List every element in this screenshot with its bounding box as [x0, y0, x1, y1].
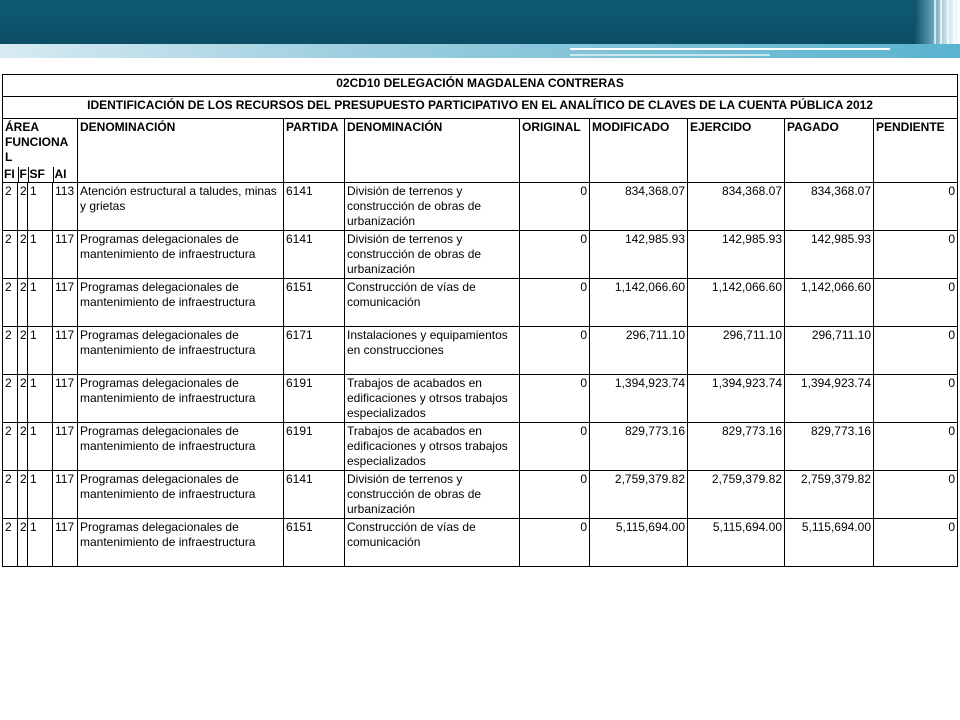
cell-f: 2 — [18, 279, 28, 327]
cell-pagado: 829,773.16 — [785, 423, 874, 471]
area-funcional-label: ÁREA FUNCIONA L — [5, 120, 68, 164]
cell-pendiente: 0 — [874, 423, 958, 471]
cell-denominacion-1: Programas delegacionales de mantenimiento de infraestructura — [78, 279, 284, 327]
header-sf: SF — [28, 167, 53, 182]
cell-denominacion-2: Trabajos de acabados en edificaciones y otrsos trabajos especializados — [345, 423, 520, 471]
cell-sf: 1 — [28, 183, 53, 231]
cell-ejercido: 1,142,066.60 — [688, 279, 785, 327]
cell-sf: 1 — [28, 471, 53, 519]
cell-partida: 6141 — [284, 471, 345, 519]
header-pagado: PAGADO — [785, 119, 874, 183]
table-row — [3, 183, 958, 231]
cell-denominacion-2: División de terrenos y construcción de obras de urbanización — [345, 231, 520, 279]
cell-fi: 2 — [3, 183, 18, 231]
cell-ejercido: 829,773.16 — [688, 423, 785, 471]
table-row — [3, 231, 958, 279]
header-denominacion-2: DENOMINACIÓN — [345, 119, 520, 183]
cell-pendiente: 0 — [874, 375, 958, 423]
cell-fi: 2 — [3, 279, 18, 327]
cell-denominacion-2: Construcción de vías de comunicación — [345, 519, 520, 567]
cell-sf: 1 — [28, 519, 53, 567]
cell-sf: 1 — [28, 423, 53, 471]
cell-pagado: 296,711.10 — [785, 327, 874, 375]
table-row — [3, 423, 958, 471]
cell-denominacion-1: Atención estructural a taludes, minas y grietas — [78, 183, 284, 231]
cell-f: 2 — [18, 375, 28, 423]
cell-original: 0 — [520, 231, 590, 279]
cell-partida: 6191 — [284, 375, 345, 423]
cell-ai: 117 — [53, 327, 78, 375]
cell-fi: 2 — [3, 519, 18, 567]
cell-modificado: 2,759,379.82 — [590, 471, 688, 519]
cell-sf: 1 — [28, 279, 53, 327]
table-row — [3, 327, 958, 375]
header-pendiente: PENDIENTE — [874, 119, 958, 183]
cell-pendiente: 0 — [874, 471, 958, 519]
table-row — [3, 471, 958, 519]
cell-original: 0 — [520, 519, 590, 567]
cell-ai: 117 — [53, 375, 78, 423]
cell-partida: 6171 — [284, 327, 345, 375]
cell-partida: 6141 — [284, 231, 345, 279]
cell-fi: 2 — [3, 375, 18, 423]
cell-original: 0 — [520, 375, 590, 423]
cell-denominacion-1: Programas delegacionales de mantenimiento de infraestructura — [78, 471, 284, 519]
cell-modificado: 142,985.93 — [590, 231, 688, 279]
cell-pagado: 834,368.07 — [785, 183, 874, 231]
cell-denominacion-2: Instalaciones y equipamientos en construcciones — [345, 327, 520, 375]
cell-pagado: 5,115,694.00 — [785, 519, 874, 567]
cell-f: 2 — [18, 183, 28, 231]
header-f: F — [19, 167, 27, 181]
table-row — [3, 519, 958, 567]
cell-f: 2 — [18, 519, 28, 567]
cell-pendiente: 0 — [874, 183, 958, 231]
cell-f: 2 — [18, 231, 28, 279]
cell-sf: 1 — [28, 327, 53, 375]
cell-pagado: 2,759,379.82 — [785, 471, 874, 519]
title-main: 02CD10 DELEGACIÓN MAGDALENA CONTRERAS — [3, 75, 958, 97]
cell-modificado: 296,711.10 — [590, 327, 688, 375]
cell-f: 2 — [18, 327, 28, 375]
header-partida: PARTIDA — [284, 119, 345, 183]
title-sub: IDENTIFICACIÓN DE LOS RECURSOS DEL PRESUPUESTO PARTICIPATIVO EN EL ANALÍTICO DE CLAVES DE LA CUENTA PÚBLICA 2012 — [3, 97, 958, 119]
cell-partida: 6151 — [284, 519, 345, 567]
banner-glare — [914, 0, 960, 44]
cell-ejercido: 142,985.93 — [688, 231, 785, 279]
cell-fi: 2 — [3, 231, 18, 279]
cell-partida: 6191 — [284, 423, 345, 471]
budget-table — [2, 74, 958, 567]
cell-denominacion-1: Programas delegacionales de mantenimiento de infraestructura — [78, 423, 284, 471]
header-fi: FI — [3, 167, 18, 182]
cell-modificado: 1,142,066.60 — [590, 279, 688, 327]
cell-pagado: 1,142,066.60 — [785, 279, 874, 327]
cell-sf: 1 — [28, 231, 53, 279]
cell-pendiente: 0 — [874, 231, 958, 279]
cell-ejercido: 296,711.10 — [688, 327, 785, 375]
header-accent-strip — [0, 44, 960, 58]
cell-pagado: 1,394,923.74 — [785, 375, 874, 423]
cell-fi: 2 — [3, 423, 18, 471]
cell-sf: 1 — [28, 375, 53, 423]
cell-ai: 117 — [53, 279, 78, 327]
header-denominacion-1: DENOMINACIÓN — [78, 119, 284, 183]
cell-denominacion-1: Programas delegacionales de mantenimiento de infraestructura — [78, 375, 284, 423]
cell-pendiente: 0 — [874, 519, 958, 567]
cell-ai: 117 — [53, 471, 78, 519]
cell-partida: 6141 — [284, 183, 345, 231]
header-original: ORIGINAL — [520, 119, 590, 183]
cell-ejercido: 1,394,923.74 — [688, 375, 785, 423]
table-row — [3, 375, 958, 423]
cell-modificado: 1,394,923.74 — [590, 375, 688, 423]
cell-denominacion-1: Programas delegacionales de mantenimiento de infraestructura — [78, 327, 284, 375]
header-area-funcional — [3, 119, 78, 183]
header-ai: AI — [54, 167, 67, 181]
cell-f: 2 — [18, 471, 28, 519]
cell-fi: 2 — [3, 471, 18, 519]
header-ejercido: EJERCIDO — [688, 119, 785, 183]
cell-ejercido: 2,759,379.82 — [688, 471, 785, 519]
cell-ejercido: 834,368.07 — [688, 183, 785, 231]
cell-original: 0 — [520, 279, 590, 327]
cell-denominacion-2: División de terrenos y construcción de obras de urbanización — [345, 183, 520, 231]
cell-ejercido: 5,115,694.00 — [688, 519, 785, 567]
cell-denominacion-2: División de terrenos y construcción de obras de urbanización — [345, 471, 520, 519]
cell-original: 0 — [520, 327, 590, 375]
cell-ai: 117 — [53, 423, 78, 471]
cell-pendiente: 0 — [874, 327, 958, 375]
cell-denominacion-2: Trabajos de acabados en edificaciones y otrsos trabajos especializados — [345, 375, 520, 423]
table-row — [3, 279, 958, 327]
cell-modificado: 834,368.07 — [590, 183, 688, 231]
cell-modificado: 829,773.16 — [590, 423, 688, 471]
header-modificado: MODIFICADO — [590, 119, 688, 183]
cell-denominacion-1: Programas delegacionales de mantenimiento de infraestructura — [78, 519, 284, 567]
cell-original: 0 — [520, 471, 590, 519]
cell-fi: 2 — [3, 327, 18, 375]
cell-denominacion-2: Construcción de vías de comunicación — [345, 279, 520, 327]
cell-original: 0 — [520, 423, 590, 471]
cell-partida: 6151 — [284, 279, 345, 327]
cell-ai: 117 — [53, 519, 78, 567]
cell-ai: 117 — [53, 231, 78, 279]
cell-denominacion-1: Programas delegacionales de mantenimiento de infraestructura — [78, 231, 284, 279]
cell-pagado: 142,985.93 — [785, 231, 874, 279]
cell-ai: 113 — [53, 183, 78, 231]
cell-pendiente: 0 — [874, 279, 958, 327]
header-banner — [0, 0, 960, 44]
cell-modificado: 5,115,694.00 — [590, 519, 688, 567]
cell-f: 2 — [18, 423, 28, 471]
cell-original: 0 — [520, 183, 590, 231]
